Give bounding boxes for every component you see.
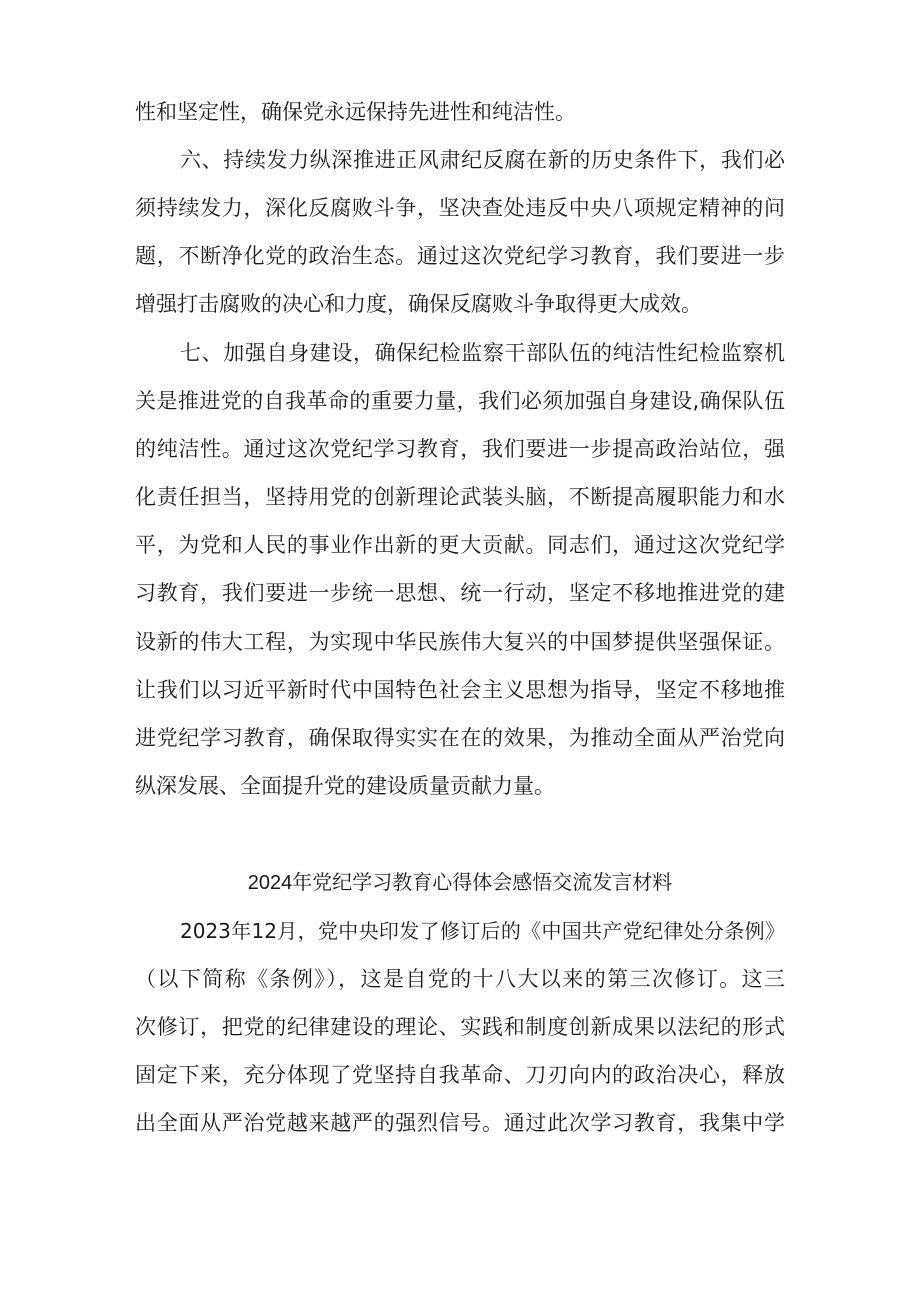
paragraph-line: 设新的伟大工程，为实现中华民族伟大复兴的中国梦提供坚强保证。 xyxy=(135,630,785,654)
article-title: 2024年党纪学习教育心得体会感悟交流发言材料 xyxy=(247,872,673,894)
paragraph-line: 进党纪学习教育，确保取得实实在在的效果，为推动全面从严治党向 xyxy=(135,726,785,750)
paragraph-line: 化责任担当，坚持用党的创新理论武装头脑，不断提高履职能力和水 xyxy=(135,485,785,509)
paragraph-line: 的纯洁性。通过这次党纪学习教育，我们要进一步提高政治站位，强 xyxy=(135,437,785,461)
paragraph-line: 性和坚定性，确保党永远保持先进性和纯洁性。 xyxy=(135,100,576,124)
paragraph-line: 出全面从严治党越来越严的强烈信号。通过此次学习教育，我集中学 xyxy=(135,1111,785,1135)
paragraph-line: 七、加强自身建设，确保纪检监察干部队伍的纯洁性纪检监察机 xyxy=(180,341,785,365)
paragraph-line: 固定下来，充分体现了党坚持自我革命、刀刃向内的政治决心，释放 xyxy=(135,1063,785,1087)
paragraph-line: 习教育，我们要进一步统一思想、统一行动，坚定不移地推进党的建 xyxy=(135,581,785,605)
paragraph-line: 增强打击腐败的决心和力度，确保反腐败斗争取得更大成效。 xyxy=(135,292,702,316)
paragraph-line: 关是推进党的自我革命的重要力量，我们必须加强自身建设,确保队伍 xyxy=(135,389,785,413)
paragraph-line: 平，为党和人民的事业作出新的更大贡献。同志们，通过这次党纪学 xyxy=(135,533,785,557)
paragraph-line: 次修订，把党的纪律建设的理论、实践和制度创新成果以法纪的形式 xyxy=(135,1015,785,1039)
paragraph-line: 纵深发展、全面提升党的建设质量贡献力量。 xyxy=(135,774,555,798)
paragraph-line: 让我们以习近平新时代中国特色社会主义思想为指导，坚定不移地推 xyxy=(135,678,785,702)
paragraph-line: 2023年12月，党中央印发了修订后的《中国共产党纪律处分条例》 xyxy=(180,919,785,943)
paragraph-line: 题，不断净化党的政治生态。通过这次党纪学习教育，我们要进一步 xyxy=(135,244,785,268)
paragraph-line: （以下简称《条例》），这是自党的十八大以来的第三次修订。这三 xyxy=(135,967,785,991)
paragraph-line: 须持续发力，深化反腐败斗争，坚决查处违反中央八项规定精神的问 xyxy=(135,196,785,220)
paragraph-line: 六、持续发力纵深推进正风肃纪反腐在新的历史条件下，我们必 xyxy=(180,148,785,172)
